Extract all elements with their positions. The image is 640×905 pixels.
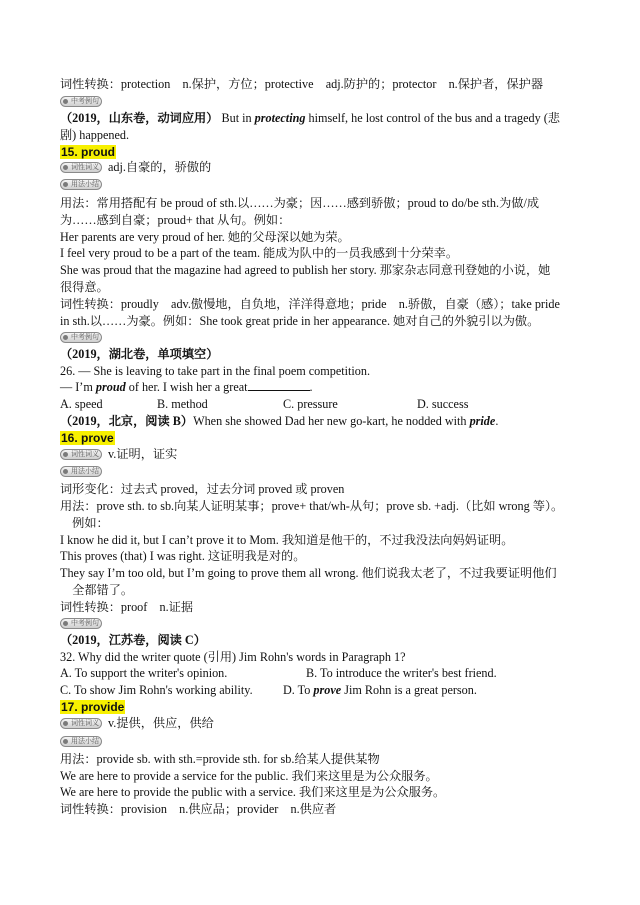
usage-summary-tag: 用法小结 [60, 736, 102, 747]
word-heading-proud: 15. proud [61, 145, 116, 159]
text-line: 词性转换：protection n.保护，方位；protective adj.防护的；protector n.保护者，保护器 [60, 77, 544, 91]
definition-provide: v.提供，供应，供给 [108, 716, 214, 730]
question-stem: 32. Why did the writer quote (引用) Jim Rohn's words in Paragraph 1? [60, 650, 406, 664]
exam-source: （2019，北京，阅读 B） [60, 414, 194, 428]
question-dialogue: — I’m proud of her. I wish her a great . [60, 380, 313, 394]
example-sentence: They say I’m too old, but I’m going to prove them all wrong. 他们说我太老了，不过我要证明他们 [60, 566, 557, 580]
example-sentence: I feel very proud to be a part of the team. 能成为队中的一员我感到十分荣幸。 [60, 246, 459, 260]
part-of-speech-tag: 词性词义 [60, 162, 102, 173]
example-sentence: I know he did it, but I can’t prove it to Mom. 我知道是他干的，不过我没法向妈妈证明。 [60, 533, 514, 547]
exam-source: （2019，山东卷，动词应用） [60, 111, 219, 125]
keyword-emphasis: proud [95, 380, 126, 394]
exam-source: （2019，江苏卷，阅读 C） [60, 633, 206, 647]
part-of-speech-tag: 词性词义 [60, 449, 102, 460]
text-line: 剧) happened. [60, 128, 130, 142]
text-line: 很得意。 [60, 280, 109, 294]
option-c: C. pressure [283, 397, 338, 411]
text-line: 用法：prove sth. to sb.向某人证明某事；prove+ that/wh-从句；prove sb. +adj.（比如 wrong 等）。 [60, 499, 564, 513]
word-heading-provide: 17. provide [61, 700, 125, 714]
text-line: 词性转换：proudly adv.傲慢地，自负地，洋洋得意地；pride n.骄傲，自豪（感）；take pride [60, 297, 560, 311]
example-sentence: This proves (that) I was right. 这证明我是对的。 [60, 549, 306, 563]
option-b: B. method [157, 397, 208, 411]
exam-example-tag: 中考例句 [60, 332, 102, 343]
text-line: 例如： [60, 516, 109, 530]
option-c: C. To show Jim Rohn's working ability. [60, 683, 253, 697]
exam-source: （2019，湖北卷，单项填空） [60, 347, 219, 361]
usage-summary-tag: 用法小结 [60, 179, 102, 190]
exam-example-tag: 中考例句 [60, 618, 102, 629]
exam-example-tag: 中考例句 [60, 96, 102, 107]
option-a: A. speed [60, 397, 103, 411]
keyword-emphasis: pride [469, 414, 496, 428]
option-a: A. To support the writer's opinion. [60, 666, 228, 680]
option-d: D. success [417, 397, 469, 411]
definition-prove: v.证明，证实 [108, 447, 178, 461]
text-line: in sth.以……为豪。例如：She took great pride in her appearance. 她对自己的外貌引以为傲。 [60, 314, 540, 328]
text-line: 用法：常用搭配有 be proud of sth.以……为豪；因……感到骄傲；proud to do/be sth.为做/成 [60, 196, 540, 210]
text-line: 词性转换：provision n.供应品；provider n.供应者 [60, 802, 337, 816]
word-heading-prove: 16. prove [61, 431, 114, 445]
text-line: 词性转换：proof n.证据 [60, 600, 194, 614]
option-d: D. To prove Jim Rohn is a great person. [283, 683, 477, 697]
example-sentence: We are here to provide a service for the public. 我们来这里是为公众服务。 [60, 769, 438, 783]
part-of-speech-tag: 词性词义 [60, 718, 102, 729]
example-sentence: She was proud that the magazine had agreed to publish her story. 那家杂志同意刊登她的小说，她 [60, 263, 551, 277]
option-b: B. To introduce the writer's best friend. [306, 666, 497, 680]
definition-proud: adj.自豪的，骄傲的 [108, 160, 212, 174]
text-line: 用法：provide sb. with sth.=provide sth. for sb.给某人提供某物 [60, 752, 380, 766]
answer-blank [248, 379, 310, 391]
example-sentence: We are here to provide the public with a service. 我们来这里是为公众服务。 [60, 785, 446, 799]
text-line: 词形变化：过去式 proved，过去分词 proved 或 proven [60, 482, 345, 496]
keyword-emphasis: prove [313, 683, 342, 697]
usage-summary-tag: 用法小结 [60, 466, 102, 477]
question-stem: 26. — She is leaving to take part in the final poem competition. [60, 364, 371, 378]
text-line: 为……感到自豪；proud+ that 从句。例如： [60, 213, 291, 227]
text-line: 全都错了。 [60, 583, 134, 597]
exam-citation-line: （2019，北京，阅读 B）When she showed Dad her new go-kart, he nodded with pride. [60, 414, 499, 428]
keyword-emphasis: protecting [254, 111, 306, 125]
example-sentence: Her parents are very proud of her. 她的父母深以她为荣。 [60, 230, 350, 244]
exam-citation-line: （2019，山东卷，动词应用） But in protecting himself, he lost control of the bus and a tragedy (悲 [60, 111, 560, 125]
